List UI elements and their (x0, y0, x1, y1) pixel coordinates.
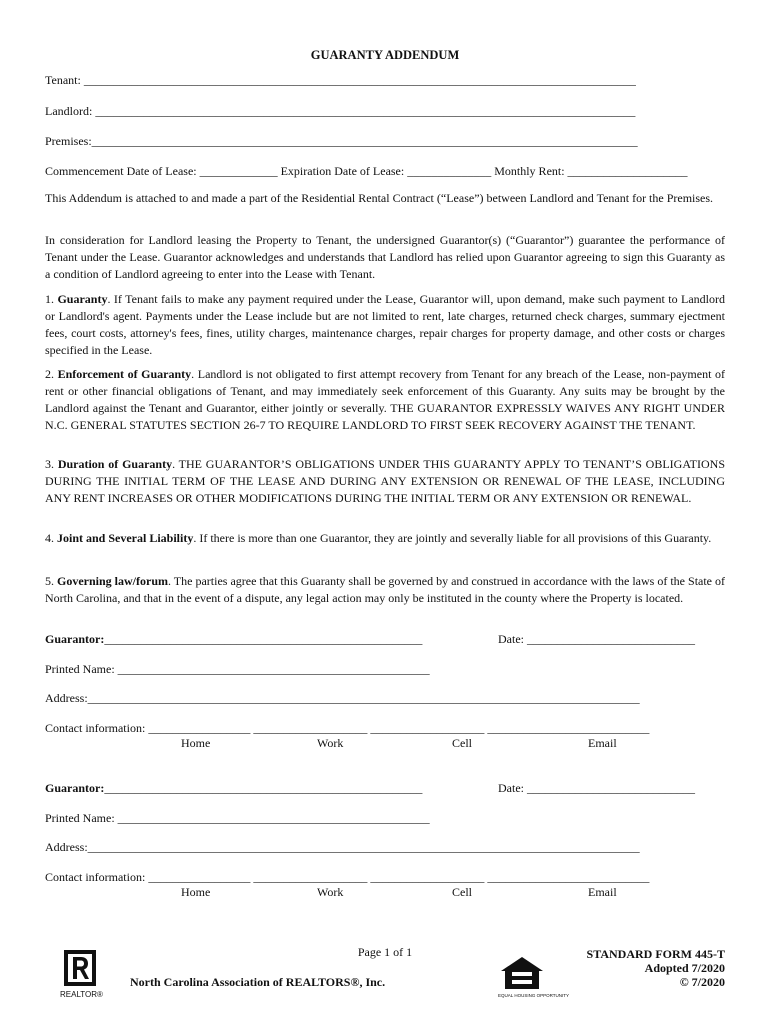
tenant-field[interactable]: Tenant: ____________________________________________________________________________________________ (45, 73, 636, 87)
section-number: 3. (45, 457, 54, 471)
contact-home-label: Home (181, 885, 211, 899)
contact-home-label: Home (181, 736, 211, 750)
guarantor-label: Guarantor: (45, 781, 105, 795)
form-info (587, 947, 725, 989)
guarantor-1-printed-name-field[interactable]: Printed Name: ____________________________________________________ (45, 662, 430, 676)
guarantor-1-contact-field[interactable]: Contact information: _________________ ___________________ ___________________ ___________________________ (45, 721, 650, 735)
section-number: 2. (45, 367, 54, 381)
document-title: GUARANTY ADDENDUM (310, 48, 460, 62)
contact-work-label: Work (317, 736, 344, 750)
equal-housing-icon (497, 955, 570, 999)
contact-email-label: Email (588, 885, 617, 899)
contact-cell-label: Cell (452, 885, 472, 899)
guarantor-2-printed-name-field[interactable]: Printed Name: ____________________________________________________ (45, 811, 430, 825)
equal-housing-text: EQUAL HOUSING OPPORTUNITY (498, 993, 570, 998)
association-name: North Carolina Association of REALTORS®, Inc. (130, 975, 386, 989)
guarantor-2-signature-line[interactable] (45, 781, 422, 796)
form-adopted: Adopted 7/2020 (644, 961, 725, 975)
intro-paragraph-1: This Addendum is attached to and made a part of the Residential Rental Contract (“Lease”) between Landlord and Tenant for the Premises. (45, 191, 714, 205)
guarantor-2-contact-field[interactable]: Contact information: _________________ ___________________ ___________________ ___________________________ (45, 870, 650, 884)
realtor-logo-icon (58, 948, 108, 1000)
form-copyright: © 7/2020 (679, 975, 725, 989)
landlord-field[interactable]: Landlord: __________________________________________________________________________________________ (45, 104, 636, 118)
section-enforcement (45, 366, 725, 434)
section-joint-liability (45, 530, 725, 547)
section-number: 4. (45, 531, 54, 545)
section-number: 5. (45, 574, 54, 588)
guarantor-2-address-field[interactable]: Address:____________________________________________________________________________________________ (45, 840, 640, 854)
section-number: 1. (45, 292, 54, 306)
section-text: . Landlord is not obligated to first attempt recovery from Tenant for any breach of the Lease, non-payment of rent or other financial obligations of Tenant, and may immediately seek enforcement of this Guaranty. Any suits may be brought by the Landlord against the Tenant and Guarantor, either jointly or severally. THE GUARANTOR EXPRESSLY WAIVES ANY RIGHT UNDER N.C. GENERAL STATUTES SECTION 26-7 TO REQUIRE LANDLORD TO FIRST SEEK RECOVERY AGAINST THE TENANT. (45, 367, 725, 432)
page-number: Page 1 of 1 (357, 945, 413, 959)
section-text: . THE GUARANTOR’S OBLIGATIONS UNDER THIS GUARANTY APPLY TO TENANT’S OBLIGATIONS DURING THE INITIAL TERM OF THE LEASE AND DURING ANY EXTENSION OR RENEWAL OF THE LEASE, INCLUDING ANY RENT INCREASES OR OTHER MODIFICATIONS DURING THE INITIAL TERM OR ANY EXTENSION OR RENEWAL. (45, 457, 726, 505)
intro-paragraph-2: In consideration for Landlord leasing the Property to Tenant, the undersigned Guarantor(s) (“Guarantor”) guarantee the performance of Tenant under the Lease. Guarantor acknowledges and understands that Landlord has relied upon Guarantor agreeing to sign this Guaranty as a condition of Landlord agreeing to enter into the Lease with Tenant. (45, 233, 725, 281)
guarantor-label: Guarantor: (45, 632, 105, 646)
lease-dates-field[interactable]: Commencement Date of Lease: _____________ Expiration Date of Lease: ______________ Monthly Rent: ____________________ (45, 164, 688, 178)
section-heading: Duration of Guaranty (57, 457, 173, 471)
section-text: . The parties agree that this Guaranty shall be governed by and construed in accordance with the laws of the State of North Carolina, and that in the event of a dispute, any legal action may only be instituted in the county where the Property is located. (45, 574, 726, 605)
section-duration (45, 456, 725, 507)
premises-field[interactable]: Premises:___________________________________________________________________________________________ (45, 134, 638, 148)
contact-cell-label: Cell (452, 736, 472, 750)
section-text: . If Tenant fails to make any payment required under the Lease, Guarantor will, upon demand, make such payment to Landlord or Landlord's agent. Payments under the Lease include but are not limited to rent, late charges, returned check charges, summary ejectment fees, court costs, attorney's fees, fines, utility charges, maintenance charges, repair charges for property damage, and other costs or charges specified in the Lease. (45, 292, 726, 357)
section-heading: Guaranty (57, 292, 108, 306)
realtor-logo-text: REALTOR® (60, 990, 103, 999)
section-text: . If there is more than one Guarantor, they are jointly and severally liable for all provisions of this Guaranty. (193, 531, 712, 545)
section-heading: Enforcement of Guaranty (57, 367, 192, 381)
section-guaranty (45, 291, 725, 359)
guarantor-1-signature-line[interactable] (45, 632, 422, 647)
guarantor-signature-blank[interactable]: _____________________________________________________ (104, 781, 423, 795)
contact-work-label: Work (317, 885, 344, 899)
guarantor-1-date-field[interactable]: Date: ____________________________ (498, 632, 695, 646)
section-heading: Joint and Several Liability (57, 531, 194, 545)
guarantor-2-date-field[interactable]: Date: ____________________________ (498, 781, 695, 795)
guarantor-1-address-field[interactable]: Address:____________________________________________________________________________________________ (45, 691, 640, 705)
guarantor-signature-blank[interactable]: _____________________________________________________ (104, 632, 423, 646)
form-name: STANDARD FORM 445-T (586, 947, 725, 961)
section-heading: Governing law/forum (57, 574, 169, 588)
section-governing-law (45, 573, 725, 607)
contact-email-label: Email (588, 736, 617, 750)
